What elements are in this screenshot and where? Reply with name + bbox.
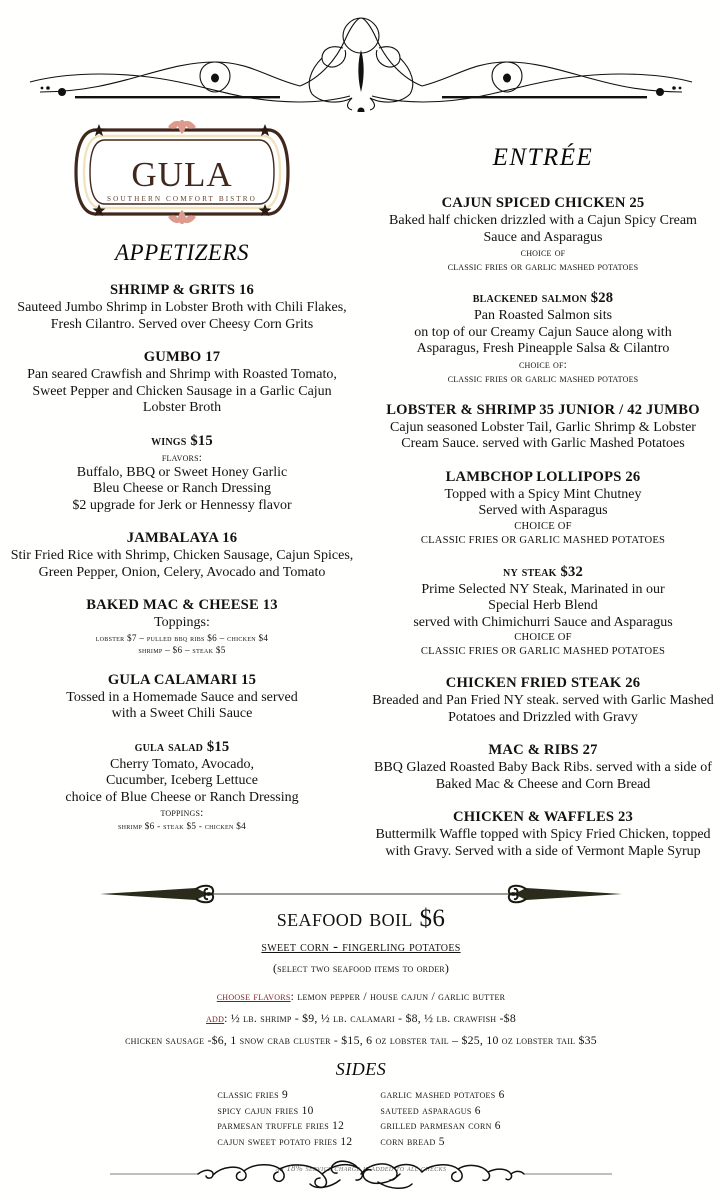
item-desc-line: Fresh Cilantro. Served over Cheesy Corn Grits [50, 316, 314, 332]
item-fine-line: shrimp – $6 – steak $5 [138, 644, 226, 655]
item-name: MAC & RIBS 27 [488, 742, 598, 758]
item-subheading: flavors: [161, 451, 203, 464]
item-desc-line: Special Herb Blend [488, 598, 598, 613]
item-desc-line: $2 upgrade for Jerk or Hennessy flavor [72, 497, 292, 513]
seafood-boil-flavors [0, 988, 722, 1005]
menu-item [0, 671, 364, 723]
item-name: BAKED MAC & CHEESE 13 [86, 597, 278, 613]
side-item: classic fries 9 [217, 1089, 288, 1101]
appetizers-heading: appetizers [114, 232, 250, 268]
brand-logo [0, 118, 364, 226]
entree-heading: entrée [492, 134, 594, 173]
item-desc-line: on top of our Creamy Cajun Sauce along with [414, 324, 672, 340]
menu-item [364, 468, 722, 548]
item-fine-line: lobster $7 – pulled bbq ribs $6 – chicken $4 [95, 632, 269, 643]
item-desc-line: Cherry Tomato, Avocado, [110, 756, 254, 772]
item-desc-line: Breaded and Pan Fried NY steak. served with Garlic Mashed [372, 693, 714, 708]
brand-name: gula [131, 141, 233, 197]
item-choice-line: classic fries or garlic mashed potatoes [447, 261, 639, 273]
item-desc-line: Tossed in a Homemade Sauce and served [66, 689, 298, 705]
item-name: LAMBCHOP LOLLIPOPS 26 [445, 468, 641, 485]
item-desc-line: Sweet Pepper and Chicken Sausage in a Garlic Cajun [32, 383, 332, 399]
item-name: GULA CALAMARI 15 [107, 671, 257, 688]
side-item: garlic mashed potatoes 6 [380, 1089, 505, 1101]
item-choice-line: CHOICE OF [514, 632, 572, 643]
item-subheading: toppings: [160, 807, 204, 819]
menu-item [364, 563, 722, 660]
item-desc-line: Baked half chicken drizzled with a Cajun Spicy Cream [389, 213, 697, 228]
item-desc-line: Topped with a Spicy Mint Chutney [444, 486, 642, 502]
item-desc-line: Green Pepper, Onion, Celery, Avocado and Tomato [38, 564, 326, 580]
item-desc-line: Bleu Cheese or Ranch Dressing [92, 481, 272, 496]
menu-item [364, 741, 722, 793]
seafood-boil-included: sweet corn - fingerling potatoes [261, 939, 461, 955]
side-item: spicy cajun fries 10 [217, 1104, 314, 1117]
item-desc-line: Cream Sauce. served with Garlic Mashed Potatoes [401, 436, 685, 451]
menu-item [0, 432, 364, 515]
appetizers-column [0, 112, 364, 875]
item-desc-line: Stir Fried Rice with Shrimp, Chicken Sausage, Cajun Spices, [10, 548, 354, 563]
seafood-boil-heading: seafood boil $6 [276, 905, 446, 932]
item-desc-line: Buffalo, BBQ or Sweet Honey Garlic [76, 464, 288, 480]
side-item: sauteed asparagus 6 [380, 1104, 481, 1117]
item-name: CHICKEN & WAFFLES 23 [452, 809, 634, 825]
item-desc-line: Toppings: [154, 615, 210, 630]
item-choice-line: CLASSIC FRIES OR GARLIC MASHED POTATOES [420, 646, 666, 657]
bottom-filigree-ornament [0, 1154, 722, 1194]
item-desc-line: choice of Blue Cheese or Ranch Dressing [65, 789, 299, 805]
item-desc-line: Asparagus, Fresh Pineapple Salsa & Cilantro [416, 341, 670, 356]
item-name: blackened salmon $28 [472, 290, 614, 306]
top-flourish-ornament [0, 0, 722, 112]
menu-item [0, 596, 364, 656]
item-desc-line: Baked Mac & Cheese and Corn Bread [435, 776, 651, 792]
item-name: LOBSTER & SHRIMP 35 JUNIOR / 42 JUMBO [386, 401, 700, 418]
choose-flavors-value: : lemon pepper / house cajun / garlic butter [290, 989, 506, 1003]
side-item: cajun sweet potato fries 12 [217, 1135, 353, 1148]
item-choice-line: choice of [520, 247, 566, 259]
sides-section [0, 1054, 722, 1150]
menu-item [0, 738, 364, 833]
add-value: : ½ lb. shrimp - $9, ½ lb. calamari - $8, ½ lb. crawfish -$8 [224, 1011, 516, 1025]
side-item: parmesan truffle fries 12 [217, 1120, 345, 1132]
seafood-boil-add-line2: chicken sausage -$6, 1 snow crab cluster - $15, 6 oz lobster tail – $25, 10 oz lobster tail $35 [125, 1033, 597, 1047]
item-name: gula salad $15 [134, 738, 230, 755]
seafood-boil-add [0, 1010, 722, 1027]
choose-flavors-label: choose flavors [216, 989, 291, 1003]
item-choice-line: CLASSIC FRIES OR GARLIC MASHED POTATOES [420, 534, 666, 546]
item-name: SHRIMP & GRITS 16 [109, 282, 255, 298]
item-desc-line: Buttermilk Waffle topped with Spicy Fried Chicken, topped [375, 827, 711, 842]
menu-item [364, 194, 722, 274]
item-desc-line: Potatoes and Drizzled with Gravy [448, 709, 638, 725]
sides-column-left [217, 1088, 352, 1150]
item-name: CAJUN SPICED CHICKEN 25 [441, 195, 645, 211]
service-charge-footnote: an 18% service charge is added to all checks [275, 1164, 447, 1173]
menu-item [364, 289, 722, 386]
entree-column [364, 112, 722, 875]
item-desc-line: Cucumber, Iceberg Lettuce [106, 773, 258, 788]
item-desc-line: with Gravy. Served with a side of Vermont Maple Syrup [385, 843, 701, 859]
item-name: GUMBO 17 [143, 349, 221, 365]
item-name: CHICKEN FRIED STEAK 26 [445, 675, 641, 691]
item-name: ny steak $32 [503, 563, 583, 580]
item-name: JAMBALAYA 16 [126, 530, 238, 546]
menu-item [0, 348, 364, 417]
item-choice-line: choice of: [518, 358, 568, 371]
ornamental-divider [0, 881, 722, 907]
seafood-boil-section [0, 905, 722, 1049]
item-desc-line: BBQ Glazed Roasted Baby Back Ribs. served with a side of [374, 760, 712, 775]
sides-columns [0, 1088, 722, 1150]
sides-column-right [380, 1088, 504, 1150]
brand-tagline: SOUTHERN COMFORT BISTRO [107, 195, 257, 203]
item-name: wings $15 [151, 432, 213, 449]
item-desc-line: Prime Selected NY Steak, Marinated in our [421, 581, 665, 597]
item-desc-line: Sauteed Jumbo Shrimp in Lobster Broth with Chili Flakes, [17, 300, 347, 315]
item-choice-line: classic fries or garlic mashed potatoes [447, 372, 639, 385]
sides-heading: sides [335, 1054, 387, 1081]
item-desc-line: with a Sweet Chili Sauce [111, 706, 253, 721]
item-desc-line: Sauce and Asparagus [483, 229, 603, 245]
menu-item [364, 674, 722, 726]
menu-item [0, 529, 364, 581]
item-desc-line: Pan Roasted Salmon sits [473, 308, 613, 323]
side-item: grilled parmesan corn 6 [380, 1120, 501, 1132]
menu-columns [0, 112, 722, 875]
item-choice-line: CHOICE OF [514, 520, 572, 532]
item-desc-line: Cajun seasoned Lobster Tail, Garlic Shrimp & Lobster [390, 419, 696, 435]
add-label: add [206, 1011, 225, 1025]
side-item: corn bread 5 [380, 1135, 445, 1148]
item-desc-line: Lobster Broth [142, 400, 222, 415]
item-desc-line: served with Chimichurri Sauce and Asparagus [413, 614, 673, 630]
item-desc-line: Pan seared Crawfish and Shrimp with Roasted Tomato, [27, 367, 337, 382]
menu-item [364, 808, 722, 860]
menu-item [0, 281, 364, 333]
item-fine-line: shrimp $6 - steak $5 - chicken $4 [117, 821, 246, 831]
seafood-boil-note: (select two seafood items to order) [272, 961, 450, 975]
menu-item [364, 401, 722, 453]
item-desc-line: Served with Asparagus [478, 503, 608, 518]
